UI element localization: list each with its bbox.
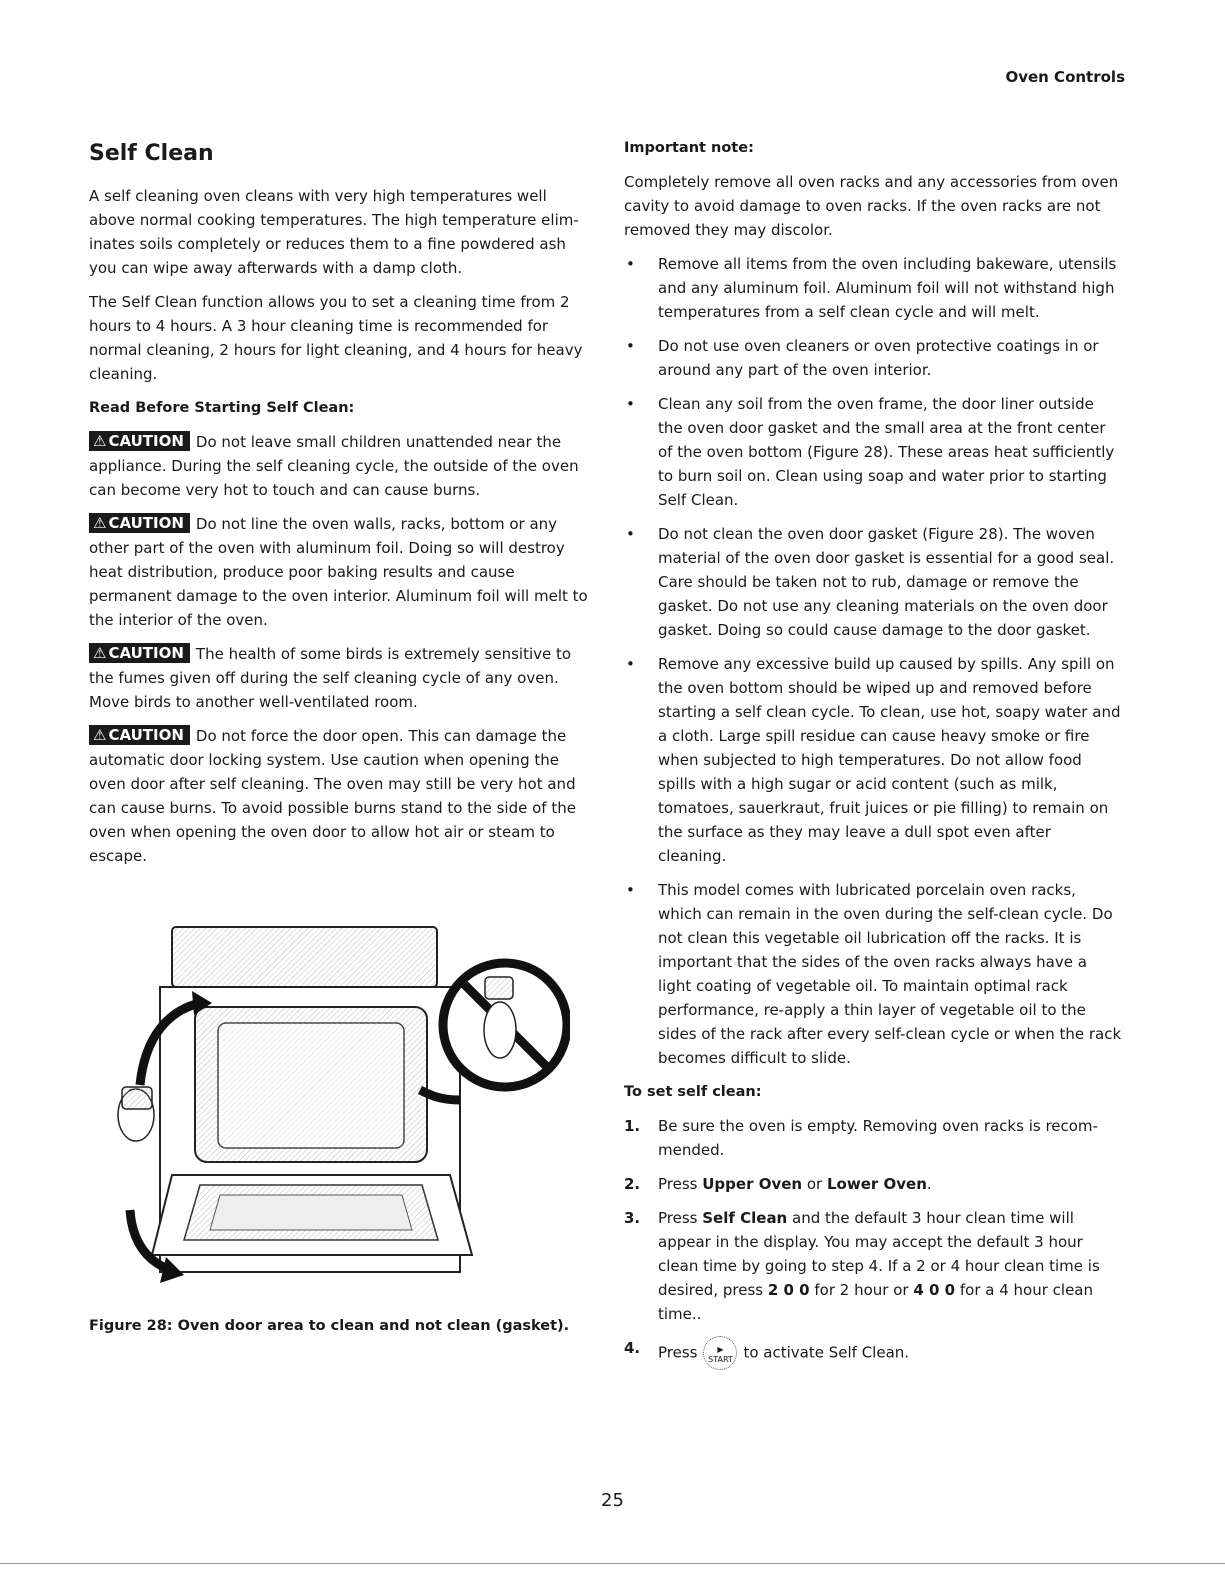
important-bullets (624, 252, 1122, 1070)
caution-paragraph-2 (89, 512, 594, 632)
control-panel-shape (172, 927, 437, 987)
caution-paragraph-1 (89, 430, 594, 502)
set-self-clean-heading: To set self clean: (624, 1084, 762, 1100)
play-icon: ▶ (717, 1345, 724, 1354)
left-column (89, 136, 594, 878)
caution-badge (89, 431, 190, 451)
oven-interior-hatch (218, 1023, 404, 1148)
caution-badge (89, 643, 190, 663)
list-item: • Clean any soil from the oven frame, the door liner outside the oven door gasket and the small area at the front center of the oven bottom (Figure 28). These areas heat sufficiently to burn soil on. Clean using soap and water prior to starting Self Clean. (624, 392, 1122, 512)
step-text: Press (658, 1175, 703, 1193)
step-text: Be sure the oven is empty. Removing oven racks is recom-mended. (658, 1117, 1098, 1159)
figure-caption: Figure 28: Oven door area to clean and not clean (gasket). (89, 1318, 570, 1334)
caution-text: Do not force the door open. This can damage the automatic door locking system. Use caution when opening the oven door after self cleaning. The oven may still be very hot and can cause burns. To avoid possible burns stand to the side of the oven when opening the oven door to allow hot air or steam to escape. (89, 727, 576, 865)
step-number: 3. (624, 1209, 641, 1227)
list-item: • This model comes with lubricated porcelain oven racks, which can remain in the oven during the self-clean cycle. Do not clean this vegetable oil lubrication off the racks. It is important that the sides of the oven racks always have a light coating of vegetable oil. To maintain optimal rack performance, re-apply a thin layer of vegetable oil to the sides of the rack after every self-clean cycle or when the rack becomes difficult to slide. (624, 878, 1122, 1070)
door-window-shape (210, 1195, 412, 1230)
start-label: START (708, 1355, 733, 1364)
step-text: Press (658, 1209, 703, 1227)
key-400: 4 0 0 (913, 1281, 956, 1299)
step-item (624, 1206, 1122, 1326)
warning-triangle-icon: ⚠ (93, 644, 107, 662)
page-title: Self Clean (89, 141, 214, 166)
step-number: 2. (624, 1175, 641, 1193)
sponge-right-shape (485, 977, 513, 999)
oven-illustration-svg (100, 915, 570, 1295)
step-text: for a 4 hour clean time.. (658, 1281, 1093, 1323)
caution-paragraph-4 (89, 724, 594, 868)
step-text: to activate Self Clean. (743, 1343, 910, 1362)
step-item (624, 1114, 1122, 1162)
step-text: for 2 hour or (809, 1281, 914, 1299)
caution-badge (89, 513, 190, 533)
read-before-heading: Read Before Starting Self Clean: (89, 400, 355, 416)
step-number: 4. (624, 1339, 641, 1357)
step-text: Press (658, 1343, 698, 1362)
caution-label: CAUTION (108, 726, 184, 744)
right-column (624, 136, 1122, 1380)
caution-paragraph-3 (89, 642, 594, 714)
step-item (624, 1172, 1122, 1196)
caution-label: CAUTION (108, 432, 184, 450)
list-item: • Do not use oven cleaners or oven protective coatings in or around any part of the oven interior. (624, 334, 1122, 382)
caution-text: The health of some birds is extremely sensitive to the fumes given off during the self cleaning cycle of any oven. Move birds to another well-ventilated room. (89, 645, 572, 711)
warning-triangle-icon: ⚠ (93, 514, 107, 532)
caution-text: Do not line the oven walls, racks, bottom or any other part of the oven with aluminum foil. Doing so will destroy heat distribution, produce poor baking results and cause permanent damage to the oven interior. Aluminum foil will melt to the interior of the oven. (89, 515, 588, 629)
list-item: • Remove any excessive build up caused by spills. Any spill on the oven bottom should be wiped up and removed before starting a self clean cycle. To clean, use hot, soapy water and a cloth. Large spill residue can cause heavy smoke or fire when subjected to high temperatures. Do not allow food spills with a high sugar or acid content (such as milk, tomatoes, sauerkraut, fruit juices or pie filling) to remain on the surface as they may leave a dull spot even after cleaning. (624, 652, 1122, 868)
warning-triangle-icon: ⚠ (93, 432, 107, 450)
self-clean-steps (624, 1114, 1122, 1370)
oven-door-illustration (100, 915, 570, 1295)
step-text: . (926, 1175, 932, 1193)
step-item (624, 1336, 1122, 1370)
bottom-divider (0, 1563, 1225, 1564)
intro-paragraph-1: A self cleaning oven cleans with very high temperatures well above normal cooking temperatures. The high temperature elim-inates soils completely or reduces them to a fine powdered ash you can wipe away afterwards with a damp cloth. (89, 187, 579, 277)
caution-badge (89, 725, 190, 745)
intro-paragraph-2: The Self Clean function allows you to set a cleaning time from 2 hours to 4 hours. A 3 hour cleaning time is recommended for normal cleaning, 2 hours for light cleaning, and 4 hours for heavy cleaning. (89, 293, 583, 383)
step-text: or (802, 1175, 827, 1193)
sponge-left-shape (122, 1087, 152, 1109)
important-note-heading: Important note: (624, 140, 754, 156)
section-header: Oven Controls (1005, 68, 1125, 86)
warning-triangle-icon: ⚠ (93, 726, 107, 744)
important-note-paragraph: Completely remove all oven racks and any accessories from oven cavity to avoid damage to oven racks. If the oven racks are not removed they may discolor. (624, 173, 1119, 239)
step-number: 1. (624, 1117, 641, 1135)
list-item: • Do not clean the oven door gasket (Figure 28). The woven material of the oven door gasket is essential for a good seal. Care should be taken not to rub, damage or remove the gasket. Do not use any cleaning materials on the oven door gasket. Doing so could cause damage to the door gasket. (624, 522, 1122, 642)
caution-text: Do not leave small children unattended near the appliance. During the self cleaning cycle, the outside of the oven can become very hot to touch and can cause burns. (89, 433, 579, 499)
key-200: 2 0 0 (767, 1281, 810, 1299)
lower-oven-key: Lower Oven (826, 1175, 927, 1193)
caution-label: CAUTION (108, 644, 184, 662)
step-text: and the default 3 hour clean time will appear in the display. You may accept the default 3 hour clean time by going to step 4. If a 2 or 4 hour clean time is desired, press (658, 1209, 1100, 1299)
upper-oven-key: Upper Oven (702, 1175, 803, 1193)
caution-label: CAUTION (108, 514, 184, 532)
list-item: • Remove all items from the oven including bakeware, utensils and any aluminum foil. Aluminum foil will not withstand high temperatures from a self clean cycle and will melt. (624, 252, 1122, 324)
self-clean-key: Self Clean (702, 1209, 788, 1227)
hand-right-shape (484, 1002, 516, 1058)
start-button-icon (703, 1336, 737, 1370)
page-number: 25 (601, 1490, 624, 1511)
